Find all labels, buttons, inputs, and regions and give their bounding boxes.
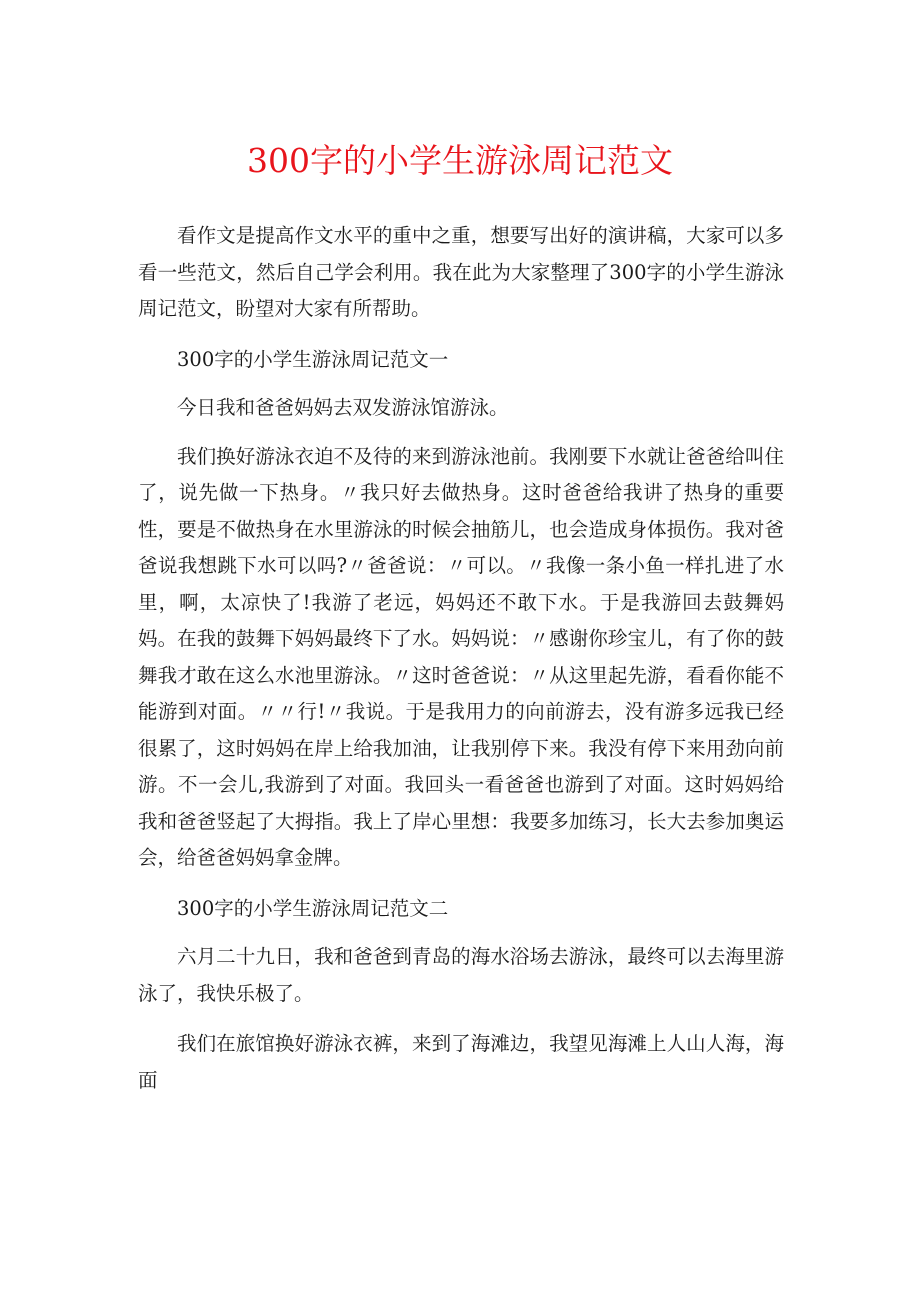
section-heading-1: 300字的小学生游泳周记范文一	[177, 347, 449, 371]
document-body	[138, 218, 784, 1113]
paragraph: 我们在旅馆换好游泳衣裤，来到了海滩边，我望见海滩上人山人海，海面	[138, 1032, 784, 1092]
paragraph: 我们换好游泳衣迫不及待的来到游泳池前。我刚要下水就让爸爸给叫住了，说先做一下热身。〃我只好去做热身。这时爸爸给我讲了热身的重要性，要是不做热身在水里游泳的时候会抽筋儿，也会造成身体损伤。我对爸爸说我想跳下水可以吗?〃爸爸说：〃可以。〃我像一条小鱼一样扎进了水里，啊，太凉快了!我游了老远，妈妈还不敢下水。于是我游回去鼓舞妈妈。在我的鼓舞下妈妈最终下了水。妈妈说：〃感谢你珍宝儿，有了你的鼓舞我才敢在这么水池里游泳。〃这时爸爸说：〃从这里起先游，看看你能不能游到对面。〃〃行!〃我说。于是我用力的向前游去，没有游多远我已经很累了，这时妈妈在岸上给我加油，让我别停下来。我没有停下来用劲向前游。不一会儿,我游到了对面。我回头一看爸爸也游到了对面。这时妈妈给我和爸爸竖起了大拇指。我上了岸心里想：我要多加练习，长大去参加奥运会，给爸爸妈妈拿金牌。	[138, 444, 784, 869]
document-title: 300字的小学生游泳周记范文	[247, 141, 673, 180]
paragraph: 六月二十九日，我和爸爸到青岛的海水浴场去游泳，最终可以去海里游泳了，我快乐极了。	[138, 945, 784, 1005]
section-heading-2: 300字的小学生游泳周记范文二	[177, 896, 449, 920]
intro-paragraph: 看作文是提高作文水平的重中之重，想要写出好的演讲稿，大家可以多看一些范文，然后自己学会利用。我在此为大家整理了300字的小学生游泳周记范文，盼望对大家有所帮助。	[138, 224, 784, 320]
paragraph: 今日我和爸爸妈妈去双发游泳馆游泳。	[177, 396, 509, 419]
